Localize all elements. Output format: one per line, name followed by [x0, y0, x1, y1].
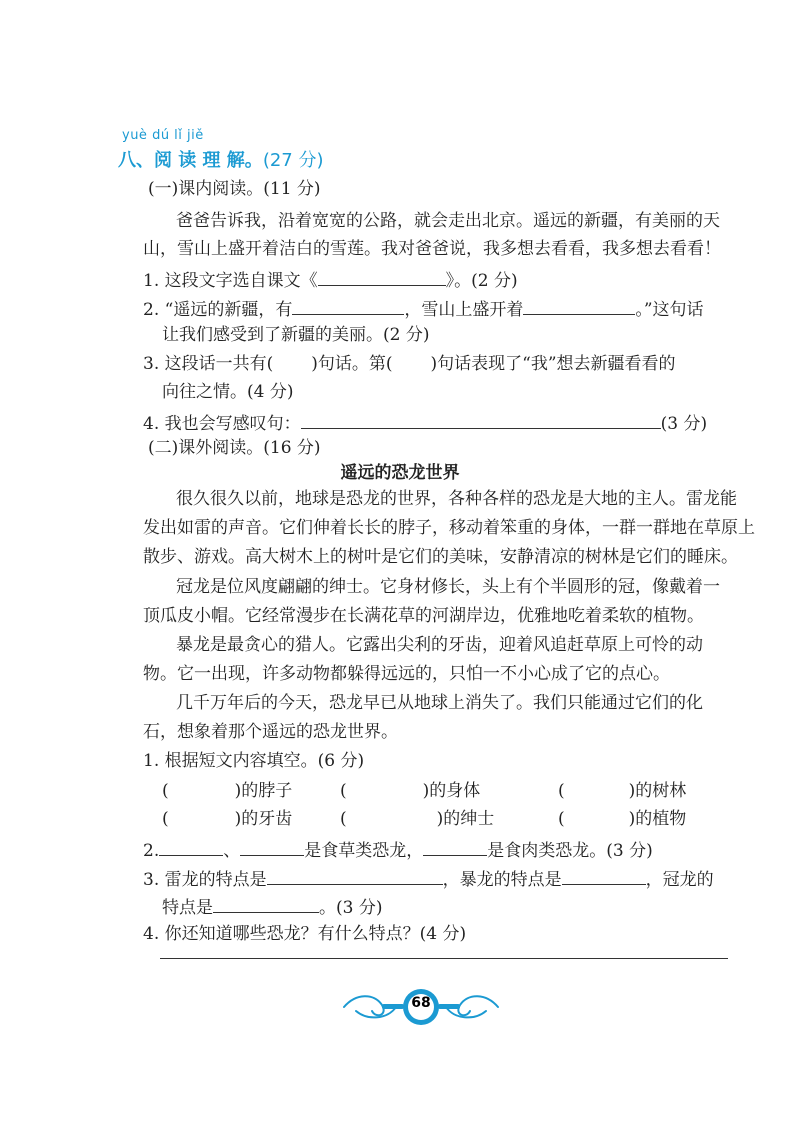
fill-r2c2[interactable]: ( )的绅士	[340, 809, 495, 829]
q4-prefix: 4. 我也会写感叹句：	[143, 414, 301, 434]
q2-part3: 。”这句话	[635, 300, 704, 320]
story-p3-line1: 暴龙是最贪心的猎人。它露出尖利的牙齿，迎着风追赶草原上可怜的动	[176, 635, 703, 655]
part2-heading: (二)课外阅读。(16 分)	[148, 438, 321, 458]
story-p2-line2: 顶瓜皮小帽。它经常漫步在长满花草的河湖岸边，优雅地吃着柔软的植物。	[143, 606, 704, 626]
q1-prefix: 1. 这段文字选自课文《	[143, 271, 318, 291]
story-p2-line1: 冠龙是位风度翩翩的绅士。它身材修长，头上有个半圆形的冠，像戴着一	[176, 577, 720, 597]
part2-question-4: 4. 你还知道哪些恐龙？有什么特点？(4 分)	[143, 924, 467, 944]
story-p3-line2: 物。它一出现，许多动物都躲得远远的，只怕一不小心成了它的点心。	[143, 664, 670, 684]
q1-answer-blank[interactable]	[318, 267, 446, 286]
fill-r1c2-label: 的身体	[429, 781, 481, 801]
part1-question-1	[143, 267, 518, 292]
part1-question-3-line2: 向往之情。(4 分)	[162, 382, 294, 402]
answer-line[interactable]	[160, 958, 728, 959]
q3-part2: )句话。第(	[311, 354, 393, 374]
part2-question-2	[143, 837, 653, 862]
q2-part1: 2. “遥远的新疆，有	[143, 300, 293, 320]
p2q3-line2b: 。(3 分)	[319, 898, 383, 918]
part1-passage-line2: 山，雪山上盛开着洁白的雪莲。我对爸爸说，我多想去看看，我多想去看看！	[143, 239, 721, 259]
section-title-text: 八、阅 读 理 解。	[118, 150, 263, 171]
part2-question-1: 1. 根据短文内容填空。(6 分)	[143, 751, 365, 771]
q4-answer-blank[interactable]	[301, 410, 661, 429]
fill-r1c1[interactable]: ( )的脖子	[162, 781, 293, 801]
story-p4-line1: 几千万年后的今天，恐龙早已从地球上消失了。我们只能通过它们的化	[176, 693, 703, 713]
part2-question-3-line2	[162, 894, 382, 919]
p2q3-blank-3[interactable]	[213, 894, 319, 913]
story-p1-line1: 很久很久以前，地球是恐龙的世界，各种各样的恐龙是大地的主人。雷龙能	[176, 489, 737, 509]
p2q2-blank-2[interactable]	[240, 837, 304, 856]
part2-question-3	[143, 866, 714, 891]
p2q3-part2: ，暴龙的特点是	[442, 870, 562, 890]
fill-r2c3[interactable]: ( )的植物	[558, 809, 687, 829]
section-title	[118, 146, 323, 172]
p2q3-blank-2[interactable]	[562, 866, 646, 885]
part1-question-4	[143, 410, 707, 435]
fill-r1c3-label: 的树林	[635, 781, 687, 801]
part1-heading: (一)课内阅读。(11 分)	[148, 179, 321, 199]
fill-r2c3-label: 的植物	[635, 809, 687, 829]
q4-suffix: (3 分)	[660, 414, 708, 434]
q1-suffix: 》。(2 分)	[445, 271, 518, 291]
section-pinyin: yuè dú lǐ jiě	[122, 128, 204, 143]
fill-r2c1[interactable]: ( )的牙齿	[162, 809, 293, 829]
story-p1-line3: 散步、游戏。高大树木上的树叶是它们的美味，安静清凉的树林是它们的睡床。	[143, 547, 738, 567]
q3-part3: )句话表现了“我”想去新疆看看的	[430, 354, 676, 374]
part1-passage-line1: 爸爸告诉我，沿着宽宽的公路，就会走出北京。遥远的新疆，有美丽的天	[176, 211, 720, 231]
fill-r1c2[interactable]: ( )的身体	[340, 781, 481, 801]
section-points: (27 分)	[262, 150, 324, 171]
story-p1-line2: 发出如雷的声音。它们伸着长长的脖子，移动着笨重的身体，一群一群地在草原上	[143, 518, 755, 538]
fill-r1c1-label: 的脖子	[241, 781, 293, 801]
q2-part2: ，雪山上盛开着	[404, 300, 524, 320]
p2q3-blank-1[interactable]	[267, 866, 443, 885]
fill-r2c2-label: 的绅士	[443, 809, 495, 829]
part1-question-3	[143, 353, 676, 375]
part1-question-2-line2: 让我们感受到了新疆的美丽。(2 分)	[162, 325, 430, 345]
page-number: 68	[411, 995, 431, 1011]
q2-blank-2[interactable]	[523, 296, 635, 315]
p2q3-part1: 3. 雷龙的特点是	[143, 870, 267, 890]
p2q3-part3: ，冠龙的	[645, 870, 714, 890]
p2q2-number: 2.	[143, 841, 160, 861]
part1-question-2	[143, 296, 704, 321]
story-p4-line2: 石，想象着那个遥远的恐龙世界。	[143, 722, 398, 742]
p2q2-end: 是食肉类恐龙。(3 分)	[487, 841, 653, 861]
q3-part1: 3. 这段话一共有(	[143, 354, 274, 374]
p2q2-sep: 、	[223, 841, 241, 861]
p2q2-blank-3[interactable]	[423, 837, 487, 856]
fill-r2c1-label: 的牙齿	[241, 809, 293, 829]
p2q2-mid: 是食草类恐龙，	[304, 841, 424, 861]
fill-r1c3[interactable]: ( )的树林	[558, 781, 687, 801]
p2q2-blank-1[interactable]	[159, 837, 223, 856]
q2-blank-1[interactable]	[292, 296, 404, 315]
p2q3-line2a: 特点是	[162, 898, 213, 918]
story-title: 遥远的恐龙世界	[340, 463, 460, 483]
